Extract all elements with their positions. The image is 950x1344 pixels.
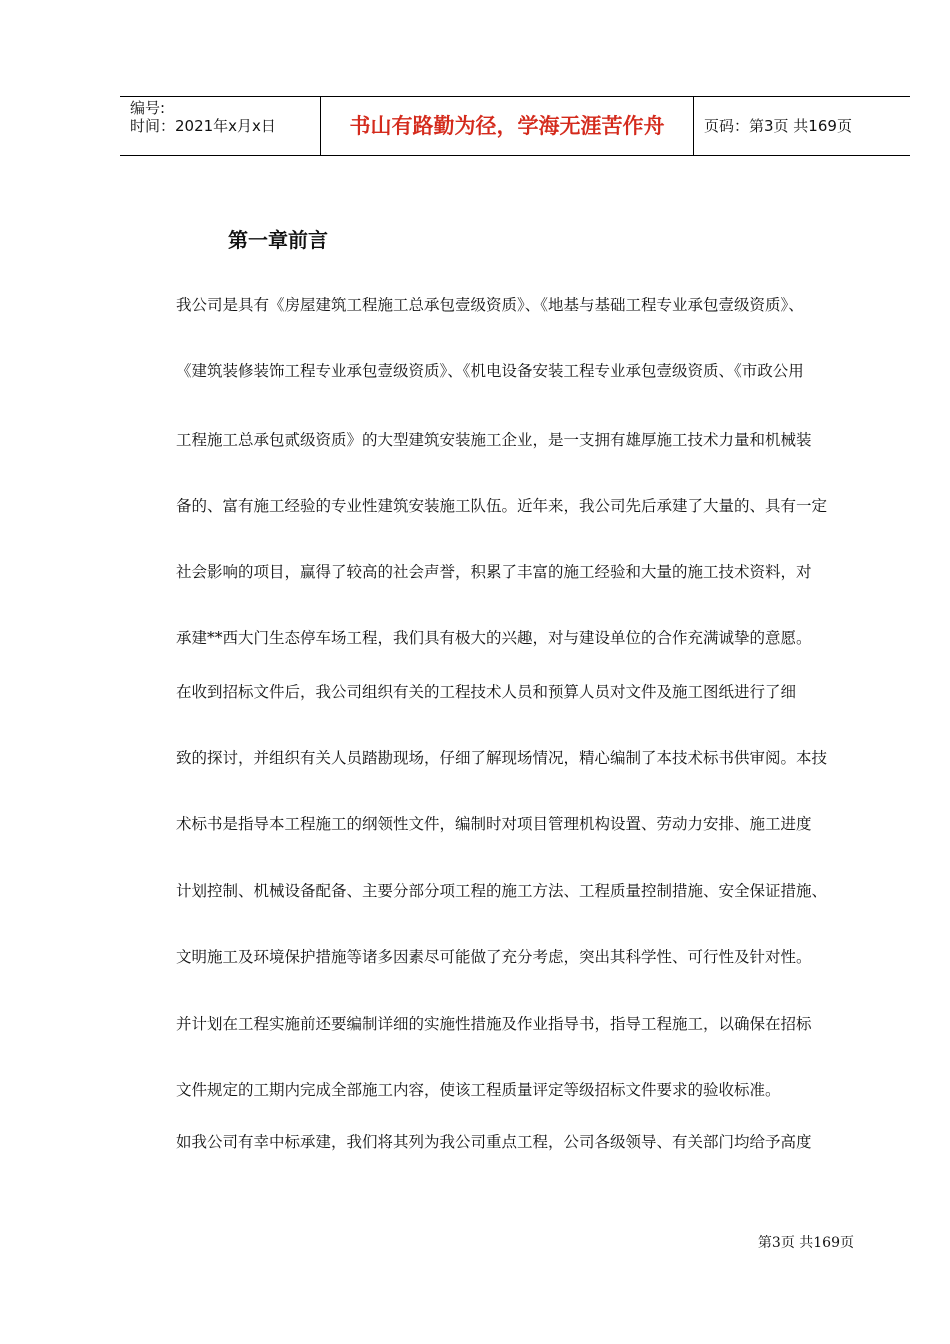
document-code-label: 编号: bbox=[130, 99, 166, 117]
body-text-line: 文件规定的工期内完成全部施工内容，使该工程质量评定等级招标文件要求的验收标准。 bbox=[176, 1081, 781, 1099]
footer-page-number: 第3页 共169页 bbox=[757, 1235, 854, 1251]
body-text-line: 我公司是具有《房屋建筑工程施工总承包壹级资质》、《地基与基础工程专业承包壹级资质》、 bbox=[176, 296, 804, 314]
header-divider bbox=[693, 97, 694, 156]
body-text-line: 备的、富有施工经验的专业性建筑安装施工队伍。近年来，我公司先后承建了大量的、具有一定 bbox=[176, 497, 828, 515]
body-text-line: 并计划在工程实施前还要编制详细的实施性措施及作业指导书，指导工程施工，以确保在招标 bbox=[176, 1015, 812, 1033]
body-text-line: 计划控制、机械设备配备、主要分部分项工程的施工方法、工程质量控制措施、安全保证措施、 bbox=[176, 882, 828, 900]
header-page-number: 页码：第3页 共169页 bbox=[704, 117, 852, 135]
body-text-line: 承建**西大门生态停车场工程，我们具有极大的兴趣，对与建设单位的合作充满诚挚的意愿。 bbox=[176, 629, 812, 647]
header-meta bbox=[130, 99, 276, 135]
chapter-title: 第一章前言 bbox=[228, 228, 328, 252]
document-time-label: 时间：2021年x月x日 bbox=[130, 117, 276, 135]
header-motto: 书山有路勤为径，学海无涯苦作舟 bbox=[349, 114, 665, 138]
page-header bbox=[120, 96, 910, 156]
body-text-line: 致的探讨，并组织有关人员踏勘现场，仔细了解现场情况，精心编制了本技术标书供审阅。本技 bbox=[176, 749, 828, 767]
body-text-line: 在收到招标文件后，我公司组织有关的工程技术人员和预算人员对文件及施工图纸进行了细 bbox=[176, 683, 797, 701]
body-text-line: 文明施工及环境保护措施等诸多因素尽可能做了充分考虑，突出其科学性、可行性及针对性。 bbox=[176, 948, 812, 966]
body-text-line: 术标书是指导本工程施工的纲领性文件，编制时对项目管理机构设置、劳动力安排、施工进度 bbox=[176, 815, 812, 833]
body-text-line: 社会影响的项目，赢得了较高的社会声誉，积累了丰富的施工经验和大量的施工技术资料，对 bbox=[176, 563, 812, 581]
body-text-line: 如我公司有幸中标承建，我们将其列为我公司重点工程，公司各级领导、有关部门均给予高度 bbox=[176, 1133, 812, 1151]
body-text-line: 《建筑装修装饰工程专业承包壹级资质》、《机电设备安装工程专业承包壹级资质、《市政公用 bbox=[176, 362, 804, 380]
body-text-line: 工程施工总承包贰级资质》的大型建筑安装施工企业，是一支拥有雄厚施工技术力量和机械装 bbox=[176, 431, 812, 449]
